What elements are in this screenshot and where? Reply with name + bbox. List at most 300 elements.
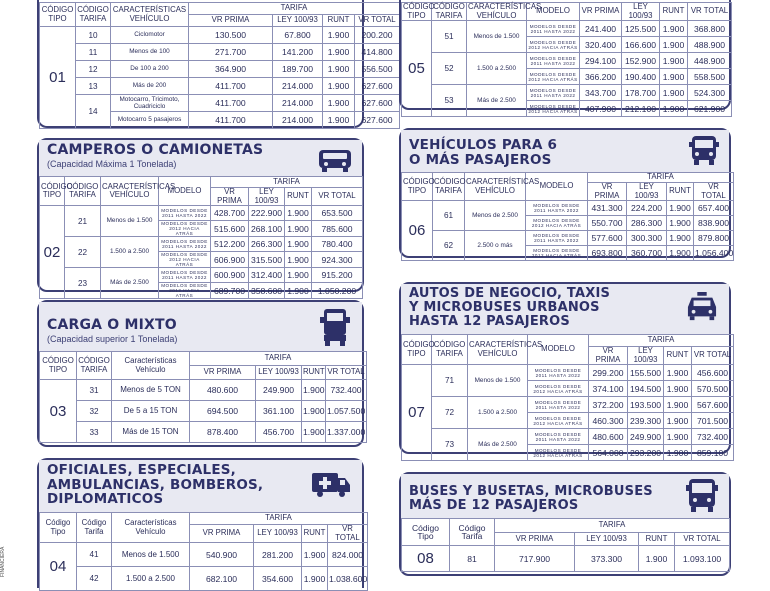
vr-total: 924.300 bbox=[312, 252, 363, 268]
vr-total: 570.500 bbox=[692, 381, 734, 397]
header-modelo: MODELO bbox=[526, 173, 588, 201]
header-vr-prima: VR PRIMA bbox=[189, 15, 273, 27]
caracteristica: 1.500 a 2.500 bbox=[101, 237, 159, 268]
header-caracteristicas: CARACTERÍSTICAS VEHÍCULO bbox=[468, 335, 528, 365]
runt: 1.900 bbox=[285, 237, 312, 252]
vr-prima: 241.400 bbox=[580, 21, 622, 37]
runt: 1.900 bbox=[323, 27, 355, 44]
section-04-table bbox=[39, 512, 368, 591]
van-icon bbox=[689, 134, 719, 168]
vr-prima: 364.900 bbox=[189, 61, 273, 78]
header-tarifa: TARIFA bbox=[589, 335, 734, 347]
vr-prima: 550.700 bbox=[588, 216, 627, 231]
caracteristica: Más de 2.500 bbox=[101, 268, 159, 299]
modelo: MODELOS DESDE 2012 HACIA ATRÁS bbox=[159, 283, 211, 299]
codigo-tipo: 08 bbox=[402, 546, 450, 572]
runt: 1.900 bbox=[302, 567, 328, 591]
ley: 456.700 bbox=[256, 422, 302, 443]
header-codigo-tarifa: CÓDIGO TARIFA bbox=[432, 335, 468, 365]
vr-prima: 693.800 bbox=[588, 246, 627, 261]
header-codigo-tarifa: CÓDIGO TARIFA bbox=[77, 352, 112, 380]
vr-prima: 407.900 bbox=[580, 101, 622, 117]
vr-total: 780.400 bbox=[312, 237, 363, 252]
header-runt: RUNT bbox=[660, 3, 688, 21]
modelo: MODELOS DESDE 2011 HASTA 2022 bbox=[159, 268, 211, 283]
header-runt: RUNT bbox=[323, 15, 355, 27]
ley: 281.200 bbox=[254, 543, 302, 567]
vr-prima: 343.700 bbox=[580, 85, 622, 101]
side-vertical-text: FINANCIERA bbox=[0, 546, 6, 577]
header-codigo-tipo: CÓDIGO TIPO bbox=[403, 2, 435, 20]
section-06-card bbox=[399, 128, 734, 258]
codigo-tarifa: 62 bbox=[433, 231, 465, 261]
section-05-card bbox=[399, 0, 731, 114]
header-codigo-tarifa: Código Tarifa bbox=[450, 519, 495, 546]
header-tarifa: TARIFA bbox=[211, 177, 363, 188]
caracteristica: 1.500 a 2.500 bbox=[467, 53, 527, 85]
header-vr-prima: VR PRIMA bbox=[211, 188, 249, 206]
ley: 266.300 bbox=[249, 237, 285, 252]
section-02-table bbox=[39, 176, 363, 299]
caracteristica: 1.500 a 2.500 bbox=[112, 567, 190, 591]
header-caracteristicas: Características Vehículo bbox=[112, 352, 190, 380]
header-runt: RUNT bbox=[302, 366, 326, 380]
runt: 1.900 bbox=[660, 53, 688, 69]
vr-total: 1.050.200 bbox=[312, 283, 363, 299]
vr-prima: 564.000 bbox=[589, 445, 628, 461]
codigo-tarifa: 61 bbox=[433, 201, 465, 231]
runt: 1.900 bbox=[302, 422, 326, 443]
header-ley: LEY 100/93 bbox=[254, 525, 302, 543]
caracteristica: Motocarro, Tricimoto, Cuadriciclo bbox=[111, 95, 189, 112]
vr-total: 627.600 bbox=[355, 78, 400, 95]
vr-total: 915.200 bbox=[312, 268, 363, 283]
runt: 1.900 bbox=[285, 206, 312, 221]
header-tarifa: TARIFA bbox=[495, 519, 730, 533]
vr-total: 1.337.000 bbox=[326, 422, 367, 443]
caracteristica: Ciclomotor bbox=[111, 27, 189, 44]
section-04-card bbox=[37, 458, 368, 588]
ley: 249.900 bbox=[628, 429, 664, 445]
caracteristica: Menos de 1.500 bbox=[468, 365, 528, 397]
vr-prima: 372.200 bbox=[589, 397, 628, 413]
vr-total: 879.800 bbox=[694, 231, 734, 246]
runt: 1.900 bbox=[285, 268, 312, 283]
vr-prima: 480.600 bbox=[589, 429, 628, 445]
vr-prima: 694.500 bbox=[190, 401, 256, 422]
header-vr-total: VR TOTAL bbox=[675, 533, 730, 546]
header-vr-prima: VR PRIMA bbox=[495, 533, 575, 546]
vr-prima: 480.600 bbox=[190, 380, 256, 401]
ley: 358.600 bbox=[249, 283, 285, 299]
caracteristica: Más de 2.500 bbox=[467, 85, 527, 117]
section-06-table bbox=[401, 172, 734, 261]
ley: 190.400 bbox=[622, 69, 660, 85]
vr-total: 488.900 bbox=[688, 37, 732, 53]
vr-total: 414.800 bbox=[355, 44, 400, 61]
ley: 214.000 bbox=[273, 112, 323, 129]
ley: 286.300 bbox=[627, 216, 667, 231]
vr-total: 701.500 bbox=[692, 413, 734, 429]
header-codigo-tarifa: CÓDIGO TARIFA bbox=[433, 2, 465, 20]
ley: 67.800 bbox=[273, 27, 323, 44]
modelo: MODELOS DESDE 2011 HASTA 2022 bbox=[159, 237, 211, 252]
modelo: MODELOS DESDE 2011 HASTA 2022 bbox=[159, 206, 211, 221]
vr-prima: 299.200 bbox=[589, 365, 628, 381]
header-codigo-tarifa: CÓDIGO TARIFA bbox=[433, 173, 465, 201]
caracteristica: 1.500 a 2.500 bbox=[468, 397, 528, 429]
ley: 152.900 bbox=[622, 53, 660, 69]
vr-total: 653.500 bbox=[312, 206, 363, 221]
header-tarifa: TARIFA bbox=[189, 3, 400, 15]
caracteristica: Menos de 1.500 bbox=[112, 543, 190, 567]
modelo: MODELOS DESDE 2012 HACIA ATRÁS bbox=[159, 221, 211, 237]
modelo: MODELOS DESDE 2012 HACIA ATRÁS bbox=[527, 37, 580, 53]
header-runt: RUNT bbox=[639, 533, 675, 546]
header-modelo: MODELO bbox=[159, 177, 211, 206]
codigo-tarifa: 11 bbox=[76, 44, 111, 61]
vr-prima: 540.900 bbox=[190, 543, 254, 567]
vr-total: 1.057.500 bbox=[326, 401, 367, 422]
section-title: AUTOS DE NEGOCIO, TAXIS Y MICROBUSES URBANOS HASTA 12 PASAJEROS bbox=[409, 286, 611, 329]
codigo-tarifa: 71 bbox=[432, 365, 468, 397]
runt: 1.900 bbox=[302, 380, 326, 401]
vr-prima: 717.900 bbox=[495, 546, 575, 572]
modelo: MODELOS DESDE 2012 HACIA ATRÁS bbox=[528, 381, 589, 397]
runt: 1.900 bbox=[639, 546, 675, 572]
header-modelo: MODELO bbox=[528, 335, 589, 365]
runt: 1.900 bbox=[323, 44, 355, 61]
codigo-tarifa: 51 bbox=[432, 21, 467, 53]
ley: 249.900 bbox=[256, 380, 302, 401]
section-05-table bbox=[401, 2, 732, 117]
codigo-tarifa: 52 bbox=[432, 53, 467, 85]
vr-total: 621.900 bbox=[688, 101, 732, 117]
vr-prima: 411.700 bbox=[189, 95, 273, 112]
modelo: MODELOS DESDE 2012 HACIA ATRÁS bbox=[528, 445, 589, 461]
ley: 214.000 bbox=[273, 95, 323, 112]
header-vr-total: VR TOTAL bbox=[355, 15, 400, 27]
header-vr-total: VR TOTAL bbox=[694, 183, 734, 201]
vr-total: 524.300 bbox=[688, 85, 732, 101]
codigo-tipo: 07 bbox=[402, 365, 432, 461]
codigo-tipo: 04 bbox=[40, 543, 77, 591]
vr-prima: 130.500 bbox=[189, 27, 273, 44]
modelo: MODELOS DESDE 2011 HASTA 2022 bbox=[528, 397, 589, 413]
modelo: MODELOS DESDE 2011 HASTA 2022 bbox=[528, 429, 589, 445]
vr-prima: 374.100 bbox=[589, 381, 628, 397]
ley: 214.000 bbox=[273, 78, 323, 95]
ley: 189.700 bbox=[273, 61, 323, 78]
ley: 361.100 bbox=[256, 401, 302, 422]
codigo-tarifa: 10 bbox=[76, 27, 111, 44]
vr-prima: 431.300 bbox=[588, 201, 627, 216]
vr-prima: 460.300 bbox=[589, 413, 628, 429]
vr-prima: 600.900 bbox=[211, 268, 249, 283]
runt: 1.900 bbox=[664, 381, 692, 397]
caracteristica: Menos de 1.500 bbox=[467, 21, 527, 53]
codigo-tarifa: 21 bbox=[65, 206, 101, 237]
section-02-card bbox=[37, 138, 364, 298]
ley: 193.500 bbox=[628, 397, 664, 413]
codigo-tarifa: 73 bbox=[432, 429, 468, 461]
caracteristica: Más de 2.500 bbox=[468, 429, 528, 461]
ley: 166.600 bbox=[622, 37, 660, 53]
ley: 312.400 bbox=[249, 268, 285, 283]
ley: 293.200 bbox=[628, 445, 664, 461]
vr-total: 558.500 bbox=[688, 69, 732, 85]
header-vr-prima: VR PRIMA bbox=[589, 347, 628, 365]
runt: 1.900 bbox=[285, 252, 312, 268]
codigo-tipo: 05 bbox=[402, 21, 432, 117]
header-ley: LEY 100/93 bbox=[575, 533, 639, 546]
modelo: MODELOS DESDE 2011 HASTA 2022 bbox=[526, 231, 588, 246]
section-title: VEHÍCULOS PARA 6 O MÁS PASAJEROS bbox=[409, 137, 558, 168]
codigo-tarifa: 42 bbox=[77, 567, 112, 591]
header-runt: RUNT bbox=[302, 525, 328, 543]
codigo-tarifa: 12 bbox=[76, 61, 111, 78]
codigo-tipo: 02 bbox=[40, 206, 65, 299]
header-codigo-tipo: CÓDIGO TIPO bbox=[40, 3, 76, 27]
codigo-tarifa: 72 bbox=[432, 397, 468, 429]
codigo-tarifa: 22 bbox=[65, 237, 101, 268]
vr-total: 1.038.600 bbox=[328, 567, 368, 591]
cargo-truck-icon bbox=[318, 306, 352, 348]
runt: 1.900 bbox=[667, 201, 694, 216]
modelo: MODELOS DESDE 2011 HASTA 2022 bbox=[527, 85, 580, 101]
runt: 1.900 bbox=[660, 21, 688, 37]
header-tarifa: TARIFA bbox=[190, 513, 368, 525]
vr-prima: 577.600 bbox=[588, 231, 627, 246]
runt: 1.900 bbox=[323, 112, 355, 129]
ley: 125.500 bbox=[622, 21, 660, 37]
vr-total: 657.400 bbox=[694, 201, 734, 216]
header-vr-total: VR TOTAL bbox=[328, 525, 368, 543]
header-ley: LEY 100/93 bbox=[622, 3, 660, 21]
vr-prima: 682.100 bbox=[190, 567, 254, 591]
header-vr-total: VR TOTAL bbox=[326, 366, 367, 380]
vr-total: 567.600 bbox=[692, 397, 734, 413]
runt: 1.900 bbox=[667, 216, 694, 231]
ley: 224.200 bbox=[627, 201, 667, 216]
ley: 222.900 bbox=[249, 206, 285, 221]
caracteristica: Más de 200 bbox=[111, 78, 189, 95]
caracteristica: Motocarro 5 pasajeros bbox=[111, 112, 189, 129]
caracteristica: De 5 a 15 TON bbox=[112, 401, 190, 422]
ley: 373.300 bbox=[575, 546, 639, 572]
codigo-tarifa: 23 bbox=[65, 268, 101, 299]
caracteristica: Más de 15 TON bbox=[112, 422, 190, 443]
section-07-card bbox=[399, 282, 732, 458]
ley: 315.500 bbox=[249, 252, 285, 268]
header-codigo-tipo: CÓDIGO TIPO bbox=[40, 177, 65, 206]
runt: 1.900 bbox=[323, 95, 355, 112]
header-vr-total: VR TOTAL bbox=[312, 188, 363, 206]
vr-prima: 294.100 bbox=[580, 53, 622, 69]
header-vr-prima: VR PRIMA bbox=[580, 3, 622, 21]
vr-prima: 366.200 bbox=[580, 69, 622, 85]
vr-prima: 271.700 bbox=[189, 44, 273, 61]
caracteristica: De 100 a 200 bbox=[111, 61, 189, 78]
codigo-tarifa: 13 bbox=[76, 78, 111, 95]
header-codigo-tipo: Código Tipo bbox=[40, 513, 77, 543]
header-codigo-tipo: CÓDIGO TIPO bbox=[402, 335, 432, 365]
vr-prima: 320.400 bbox=[580, 37, 622, 53]
ley: 360.700 bbox=[627, 246, 667, 261]
runt: 1.900 bbox=[323, 61, 355, 78]
vr-total: 448.900 bbox=[688, 53, 732, 69]
modelo: MODELOS DESDE 2012 HACIA ATRÁS bbox=[526, 216, 588, 231]
runt: 1.900 bbox=[664, 413, 692, 429]
vr-total: 1.056.400 bbox=[694, 246, 734, 261]
header-ley: LEY 100/93 bbox=[273, 15, 323, 27]
runt: 1.900 bbox=[285, 221, 312, 237]
vr-prima: 411.700 bbox=[189, 112, 273, 129]
section-title: CARGA O MIXTO bbox=[47, 317, 177, 333]
vr-total: 838.900 bbox=[694, 216, 734, 231]
caracteristica: Menos de 1.500 bbox=[101, 206, 159, 237]
header-vr-prima: VR PRIMA bbox=[190, 525, 254, 543]
header-vr-prima: VR PRIMA bbox=[588, 183, 627, 201]
ley: 141.200 bbox=[273, 44, 323, 61]
header-tarifa: TARIFA bbox=[190, 352, 367, 366]
ley: 354.600 bbox=[254, 567, 302, 591]
ley: 268.100 bbox=[249, 221, 285, 237]
modelo: MODELOS DESDE 2012 HACIA ATRÁS bbox=[527, 69, 580, 85]
header-vr-prima: VR PRIMA bbox=[190, 366, 256, 380]
section-subtitle: (Capacidad superior 1 Tonelada) bbox=[47, 334, 178, 344]
codigo-tipo: 06 bbox=[402, 201, 433, 261]
codigo-tarifa: 32 bbox=[77, 401, 112, 422]
modelo: MODELOS DESDE 2011 HASTA 2022 bbox=[527, 21, 580, 37]
vr-total: 859.100 bbox=[692, 445, 734, 461]
vr-prima: 689.700 bbox=[211, 283, 249, 299]
modelo: MODELOS DESDE 2012 HACIA ATRÁS bbox=[159, 252, 211, 268]
bus-icon bbox=[685, 478, 719, 514]
runt: 1.900 bbox=[660, 37, 688, 53]
vr-total: 556.500 bbox=[355, 61, 400, 78]
vr-prima: 512.200 bbox=[211, 237, 249, 252]
header-codigo-tarifa: Código Tarifa bbox=[77, 513, 112, 543]
vr-prima: 515.600 bbox=[211, 221, 249, 237]
codigo-tarifa: 81 bbox=[450, 546, 495, 572]
caracteristica: Menos de 5 TON bbox=[112, 380, 190, 401]
ley: 155.500 bbox=[628, 365, 664, 381]
codigo-tipo: 01 bbox=[40, 27, 76, 129]
runt: 1.900 bbox=[302, 401, 326, 422]
caracteristica: Menos de 100 bbox=[111, 44, 189, 61]
runt: 1.900 bbox=[664, 429, 692, 445]
header-codigo-tipo: CÓDIGO TIPO bbox=[40, 352, 77, 380]
header-modelo: MODELO bbox=[527, 3, 580, 21]
pickup-truck-icon bbox=[318, 144, 352, 174]
runt: 1.900 bbox=[302, 543, 328, 567]
runt: 1.900 bbox=[664, 365, 692, 381]
codigo-tipo: 03 bbox=[40, 380, 77, 443]
header-runt: RUNT bbox=[664, 347, 692, 365]
ley: 212.100 bbox=[622, 101, 660, 117]
codigo-tarifa: 41 bbox=[77, 543, 112, 567]
section-03-card bbox=[37, 300, 364, 447]
ley: 300.300 bbox=[627, 231, 667, 246]
vr-prima: 411.700 bbox=[189, 78, 273, 95]
vr-total: 1.093.100 bbox=[675, 546, 730, 572]
modelo: MODELOS DESDE 2011 HASTA 2022 bbox=[528, 365, 589, 381]
vr-total: 368.800 bbox=[688, 21, 732, 37]
header-runt: RUNT bbox=[285, 188, 312, 206]
header-vr-total: VR TOTAL bbox=[688, 3, 732, 21]
codigo-tarifa: 14 bbox=[76, 95, 111, 129]
runt: 1.900 bbox=[660, 69, 688, 85]
ambulance-icon bbox=[310, 468, 352, 498]
vr-total: 627.600 bbox=[355, 112, 400, 129]
vr-total: 824.000 bbox=[328, 543, 368, 567]
vr-total: 456.600 bbox=[692, 365, 734, 381]
section-08-table bbox=[401, 518, 730, 572]
runt: 1.900 bbox=[323, 78, 355, 95]
section-08-card bbox=[399, 472, 731, 576]
header-codigo-tarifa: CÓDIGO TARIFA bbox=[65, 177, 101, 206]
section-03-table bbox=[39, 351, 367, 443]
caracteristica: Menos de 2.500 bbox=[465, 201, 526, 231]
header-tarifa: TARIFA bbox=[588, 173, 734, 183]
header-caracteristicas: Características Vehículo bbox=[112, 513, 190, 543]
section-subtitle: (Capacidad Máxima 1 Tonelada) bbox=[47, 159, 177, 169]
codigo-tarifa: 53 bbox=[432, 85, 467, 117]
taxi-icon bbox=[685, 292, 719, 322]
runt: 1.900 bbox=[660, 85, 688, 101]
vr-prima: 606.900 bbox=[211, 252, 249, 268]
header-codigo-tipo: Código Tipo bbox=[402, 519, 450, 546]
section-title: BUSES Y BUSETAS, MICROBUSES MÁS DE 12 PASAJEROS bbox=[409, 484, 653, 513]
header-vr-total: VR TOTAL bbox=[692, 347, 734, 365]
section-01-table bbox=[39, 2, 400, 129]
caracteristica: 2.500 o más bbox=[465, 231, 526, 261]
header-ley: LEY 100/93 bbox=[249, 188, 285, 206]
header-caracteristicas: CARACTERÍSTICAS VEHÍCULO bbox=[101, 177, 159, 206]
codigo-tarifa: 31 bbox=[77, 380, 112, 401]
vr-total: 627.600 bbox=[355, 95, 400, 112]
ley: 178.700 bbox=[622, 85, 660, 101]
header-caracteristicas: CARACTERÍSTICAS VEHÍCULO bbox=[468, 2, 542, 20]
header-runt: RUNT bbox=[667, 183, 694, 201]
codigo-tarifa: 33 bbox=[77, 422, 112, 443]
header-ley: LEY 100/93 bbox=[256, 366, 302, 380]
section-title: CAMPEROS O CAMIONETAS bbox=[47, 142, 264, 158]
modelo: MODELOS DESDE 2012 HACIA ATRÁS bbox=[526, 246, 588, 261]
runt: 1.900 bbox=[285, 283, 312, 299]
section-01-card bbox=[37, 0, 396, 128]
vr-prima: 878.400 bbox=[190, 422, 256, 443]
header-codigo-tarifa: CÓDIGO TARIFA bbox=[76, 3, 111, 27]
section-07-table bbox=[401, 334, 734, 461]
header-ley: LEY 100/93 bbox=[628, 347, 664, 365]
vr-total: 732.400 bbox=[326, 380, 367, 401]
ley: 194.500 bbox=[628, 381, 664, 397]
vr-prima: 428.700 bbox=[211, 206, 249, 221]
runt: 1.900 bbox=[667, 231, 694, 246]
vr-total: 732.400 bbox=[692, 429, 734, 445]
runt: 1.900 bbox=[664, 397, 692, 413]
section-title: OFICIALES, ESPECIALES, AMBULANCIAS, BOMBEROS, DIPLOMATICOS bbox=[47, 462, 264, 507]
header-ley: LEY 100/93 bbox=[627, 183, 667, 201]
runt: 1.900 bbox=[667, 246, 694, 261]
modelo: MODELOS DESDE 2011 HASTA 2022 bbox=[526, 201, 588, 216]
vr-total: 785.600 bbox=[312, 221, 363, 237]
modelo: MODELOS DESDE 2012 HACIA ATRÁS bbox=[527, 101, 580, 117]
vr-total: 200.200 bbox=[355, 27, 400, 44]
header-caracteristicas: CARACTERÍSTICAS VEHÍCULO bbox=[111, 3, 189, 27]
